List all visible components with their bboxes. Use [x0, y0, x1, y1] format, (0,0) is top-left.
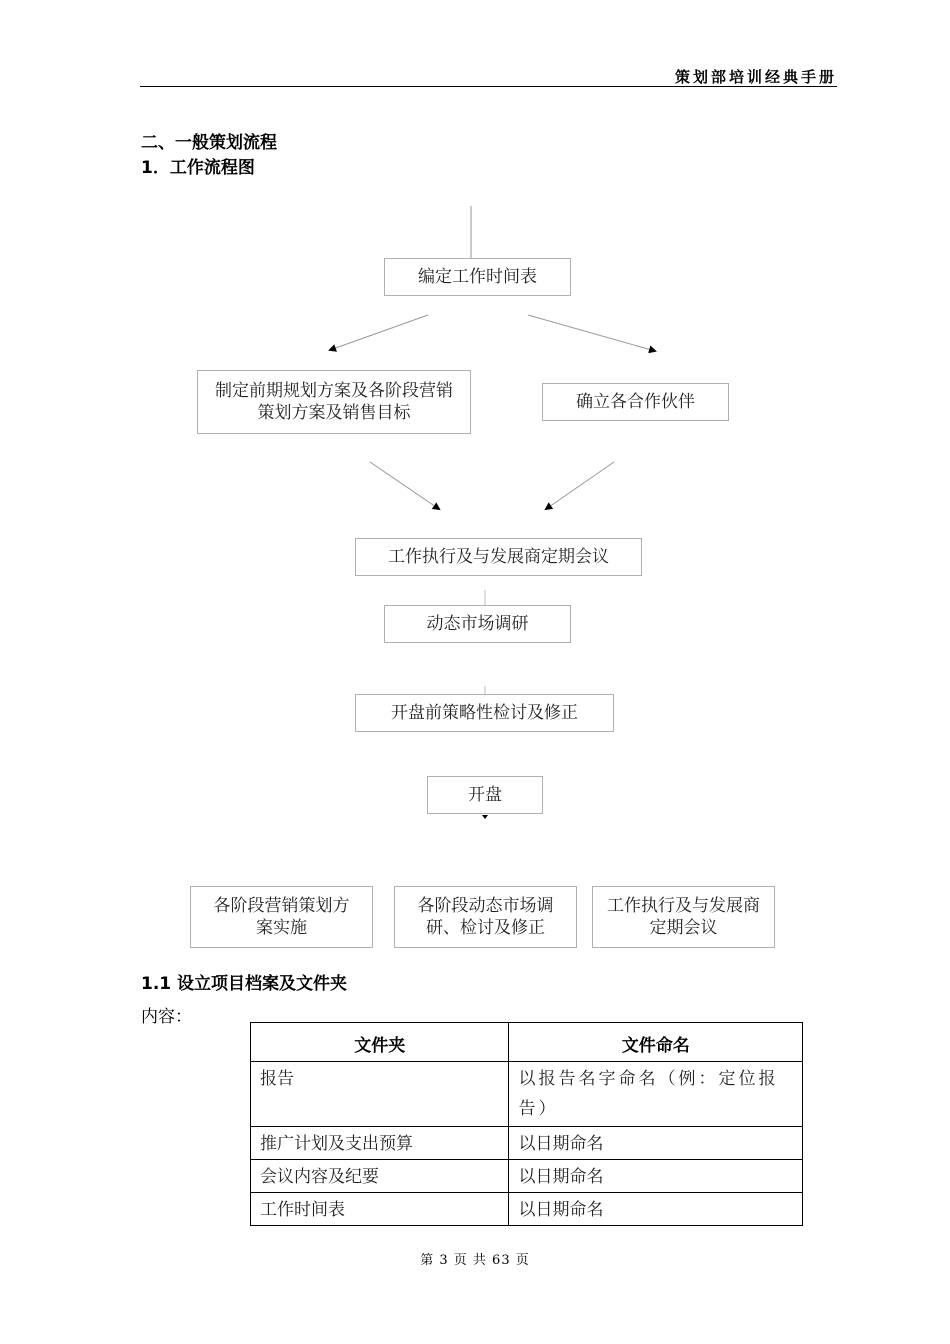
flow-box-plan: 制定前期规划方案及各阶段营销策划方案及销售目标 — [197, 370, 471, 434]
flow-box-schedule: 编定工作时间表 — [384, 258, 571, 296]
flow-box-partners: 确立各合作伙伴 — [542, 383, 729, 421]
content-label: 内容： — [141, 1007, 192, 1027]
subsection-1-1-heading: 1.1 设立项目档案及文件夹 — [141, 974, 348, 994]
folder-naming-table — [250, 1022, 803, 1226]
table-row — [251, 1062, 803, 1127]
table-cell-folder: 报告 — [251, 1062, 509, 1127]
table-cell-naming: 以日期命名 — [509, 1127, 803, 1160]
arrow-to-plan — [330, 315, 428, 350]
page-number: 第 3 页 共 63 页 — [420, 1253, 530, 1268]
arrow-to-partners — [528, 315, 655, 351]
flow-box-research: 动态市场调研 — [384, 605, 571, 643]
arrow-opening-down — [482, 815, 488, 819]
table-cell-naming: 以日期命名 — [509, 1193, 803, 1226]
table-cell-naming: 以报告名字命名（例：定位报告） — [509, 1062, 803, 1127]
subsection-heading: 1．工作流程图 — [141, 158, 255, 178]
table-header-row — [251, 1023, 803, 1062]
section-heading: 二、一般策划流程 — [141, 133, 277, 153]
table-cell-folder: 推广计划及支出预算 — [251, 1127, 509, 1160]
flow-box-stage-meeting: 工作执行及与发展商定期会议 — [592, 886, 775, 948]
arrow-partners-to-meeting — [546, 462, 614, 509]
table-header-folder: 文件夹 — [251, 1023, 509, 1062]
table-cell-folder: 工作时间表 — [251, 1193, 509, 1226]
table-row — [251, 1193, 803, 1226]
flow-box-opening: 开盘 — [427, 776, 543, 814]
table-row — [251, 1160, 803, 1193]
table-cell-folder: 会议内容及纪要 — [251, 1160, 509, 1193]
flow-box-stage-research: 各阶段动态市场调研、检讨及修正 — [394, 886, 577, 948]
flow-box-meeting: 工作执行及与发展商定期会议 — [355, 538, 642, 576]
flow-box-review: 开盘前策略性检讨及修正 — [355, 694, 614, 732]
table-row — [251, 1127, 803, 1160]
table-header-naming: 文件命名 — [509, 1023, 803, 1062]
arrow-plan-to-meeting — [370, 462, 439, 509]
flow-box-implement: 各阶段营销策划方案实施 — [190, 886, 373, 948]
table-cell-naming: 以日期命名 — [509, 1160, 803, 1193]
document-header-title: 策划部培训经典手册 — [674, 68, 837, 86]
